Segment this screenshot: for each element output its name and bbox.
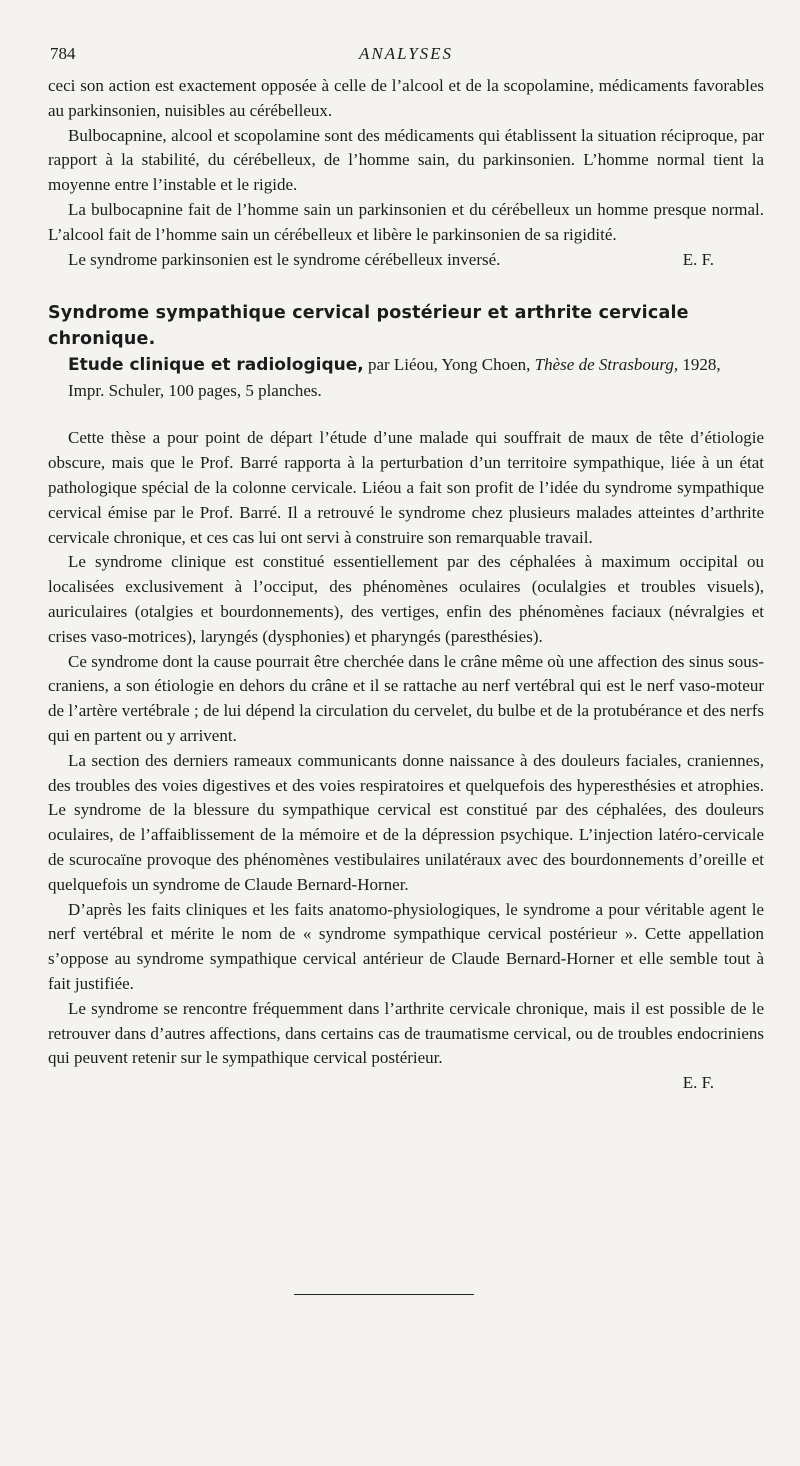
page <box>48 44 764 1096</box>
review2-subtitle-bold: Etude clinique et radiologique, <box>68 355 364 376</box>
section-divider <box>294 1294 474 1295</box>
review2-title-block <box>48 300 764 404</box>
review2-paragraph-2: Le syndrome clinique est constitué essentiellement par des céphalées à maximum occipital ou localisées exclusivement à l’occiput, des phénomènes oculaires (oculalgies et troubles visuels), auriculaires (otalgies et bourdonnements), des vertiges, enfin des phénomènes faciaux (névralgies et crises vaso-motrices), laryngés (dysphonies) et pharyngés (paresthésies). <box>48 552 764 646</box>
review1-paragraph-2: Bulbocapnine, alcool et scopolamine sont des médicaments qui établissent la situation réciproque, par rapport à la stabilité, du cérébelleux, de l’homme sain, du parkinsonien. L’homme normal tient la moyenne entre l’instable et le rigide. <box>48 125 764 195</box>
review1-signature: E. F. <box>682 249 714 269</box>
review2-year: 1928, <box>678 355 721 375</box>
review2-signature-line <box>48 1071 764 1096</box>
review1-paragraph-1: ceci son action est exactement opposée à celle de l’alcool et de la scopolamine, médicaments favorables au parkinsonien, nuisibles au cérébelleux. <box>48 76 764 120</box>
review-parkinson <box>48 74 764 272</box>
review-sympathique <box>48 426 764 1096</box>
review2-paragraph-3: Ce syndrome dont la cause pourrait être cherchée dans le crâne même où une affection des sinus sous-craniens, a son étiologie en dehors du crâne et il se rattache au nerf vertébral qui est le nerf vaso-moteur de l’artère vertébrale ; de lui dépend la circulation du cervelet, du bulbe et de la protubérance et des nerfs qui en partent ou y arrivent. <box>48 651 764 745</box>
review2-publisher: Impr. Schuler, 100 pages, 5 planches. <box>68 381 322 401</box>
review2-paragraph-5: D’après les faits cliniques et les faits anatomo-physiologiques, le syndrome a pour véritable agent le nerf vertébral et mérite le nom de « syndrome sympathique cervical postérieur ». Cette appellation s’oppose au syndrome sympathique cervical antérieur de Claude Bernard-Horner et elle semble tout à fait justifiée. <box>48 899 764 993</box>
review1-paragraph-3: La bulbocapnine fait de l’homme sain un parkinsonien et du cérébelleux un homme presque normal. L’alcool fait de l’homme sain un cérébelleux et libère le parkinsonien de sa rigidité. <box>48 199 764 244</box>
review1-conclusion: Le syndrome parkinsonien est le syndrome cérébelleux inversé. <box>68 249 501 269</box>
running-head: ANALYSES <box>358 44 454 63</box>
review2-thesis: Thèse de Strasbourg, <box>534 355 679 375</box>
review2-paragraph-4: La section des derniers rameaux communicants donne naissance à des douleurs faciales, craniennes, des troubles des voies digestives et des voies respiratoires et quelquefois des hyperesthésies et atrophies. Le syndrome de la blessure du sympathique cervical est constitué par des céphalées, des douleurs oculaires, de l’affaiblissement de la mémoire et de la dépression psychique. L’injection latéro-cervicale de scurocaïne provoque des phénomènes vestibulaires unilatéraux avec des bourdonnements d’oreille et quelquefois un syndrome de Claude Bernard-Horner. <box>48 750 764 894</box>
page-header <box>48 44 764 74</box>
review2-paragraph-6: Le syndrome se rencontre fréquemment dans l’arthrite cervicale chronique, mais il est possible de le retrouver dans d’autres affections, dans certains cas de traumatisme cervical, ou de troubles endocriniens qui peuvent retenir sur le sympathique cervical postérieur. <box>48 998 764 1068</box>
review2-title: Syndrome sympathique cervical postérieur et arthrite cervicale chronique. <box>48 303 689 350</box>
page-number: 784 <box>50 44 76 63</box>
review2-signature: E. F. <box>682 1073 714 1093</box>
review2-subtitle <box>48 352 764 378</box>
review2-authors: par Liéou, Yong Choen, <box>363 355 535 375</box>
review1-last-line <box>48 248 764 273</box>
review2-paragraph-1: Cette thèse a pour point de départ l’étude d’une malade qui souffrait de maux de tête d’étiologie obscure, mais que le Prof. Barré rapporta à la perturbation d’un territoire sympathique, liée à un état pathologique spécial de la colonne cervicale. Liéou a fait son profit de l’idée du syndrome sympathique cervical émise par le Prof. Barré. Il a retrouvé le syndrome chez plusieurs malades atteintes d’arthrite cervicale chronique, et ces cas lui ont servi à construire son remarquable travail. <box>48 428 764 547</box>
